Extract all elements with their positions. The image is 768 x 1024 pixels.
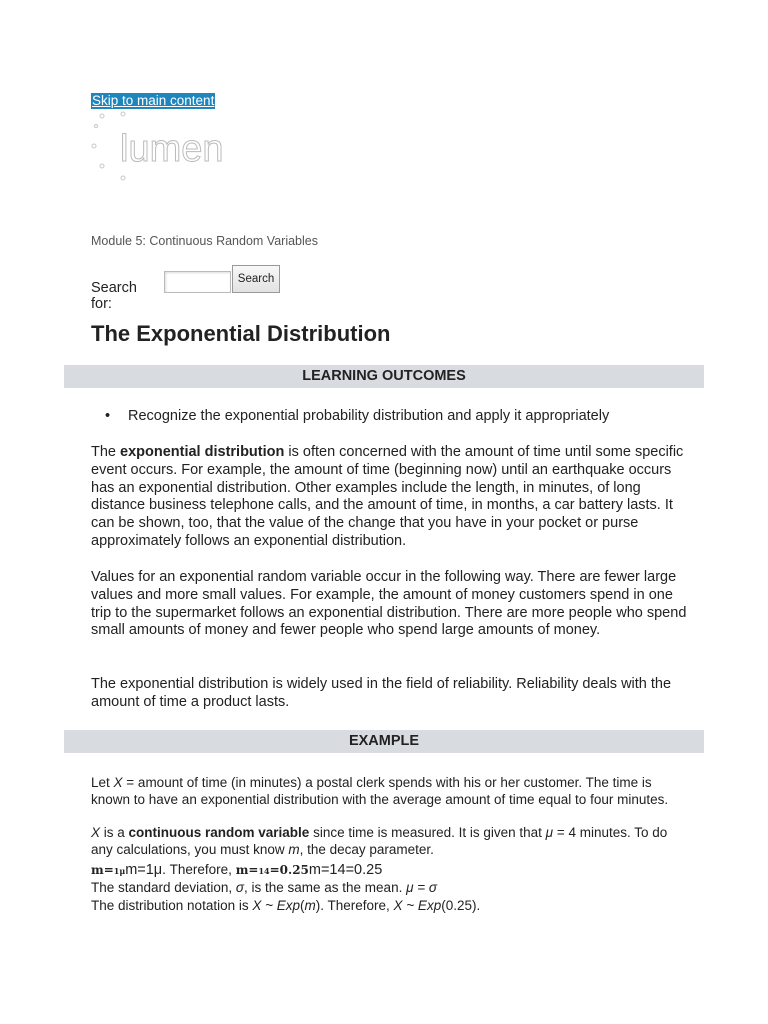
example-line-2: X is a continuous random variable since time is measured. It is given that μ = 4 minutes. To do any calculations, you must know m, the decay parameter.: [91, 825, 668, 857]
intro-paragraph: The exponential distribution is often concerned with the amount of time until some specific event occurs. For example, the amount of time (beginning now) until an earthquake occurs has an exponential distribution. Other examples include the length, in minutes, of long distance business telephone calls, and the amount of time, in months, a car battery lasts. It can be shown, too, that the value of the change that you have in your pocket or purse approximately follows an exponential distribution.: [91, 444, 684, 549]
example-line-4: The standard deviation, σ, is the same as the mean. μ = σ: [91, 880, 438, 895]
search-input[interactable]: [164, 271, 231, 293]
learning-outcome-item: Recognize the exponential probability distribution and apply it appropriately: [128, 408, 610, 424]
search-button[interactable]: Search: [232, 265, 280, 293]
term-exponential-distribution: exponential distribution: [120, 444, 285, 460]
skip-to-main-content-link[interactable]: Skip to main content: [92, 93, 215, 108]
lumen-logo[interactable]: [88, 108, 238, 188]
search-label: Search for:: [91, 280, 137, 312]
example-line-3: m=1μm=1μ. Therefore, m=14=0.25m=14=0.25: [91, 862, 383, 878]
term-continuous-random-variable: continuous random variable: [128, 825, 310, 840]
example-line-1: Let X = amount of time (in minutes) a postal clerk spends with his or her customer. The time is known to have an exponential distribution with the average amount of time equal to four minutes.: [91, 775, 669, 807]
example-heading: EXAMPLE: [64, 730, 704, 753]
page-title: The Exponential Distribution: [91, 321, 391, 346]
lumen-logo-graphic: [88, 108, 238, 183]
logo-wordmark: lumen: [120, 128, 224, 170]
bullet-marker: •: [105, 408, 111, 424]
example-line-5: The distribution notation is X ~ Exp(m). Therefore, X ~ Exp(0.25).: [91, 898, 481, 913]
reliability-paragraph: The exponential distribution is widely used in the field of reliability. Reliability deals with the amount of time a product lasts.: [91, 676, 672, 710]
learning-outcomes-heading: LEARNING OUTCOMES: [64, 365, 704, 388]
values-paragraph: Values for an exponential random variable occur in the following way. There are fewer large values and more small values. For example, the amount of money customers spend in one trip to the supermarket follows an exponential distribution. There are more people who spend small amounts of money and fewer people who spend large amounts of money.: [91, 569, 687, 639]
module-breadcrumb[interactable]: Module 5: Continuous Random Variables: [91, 234, 318, 248]
